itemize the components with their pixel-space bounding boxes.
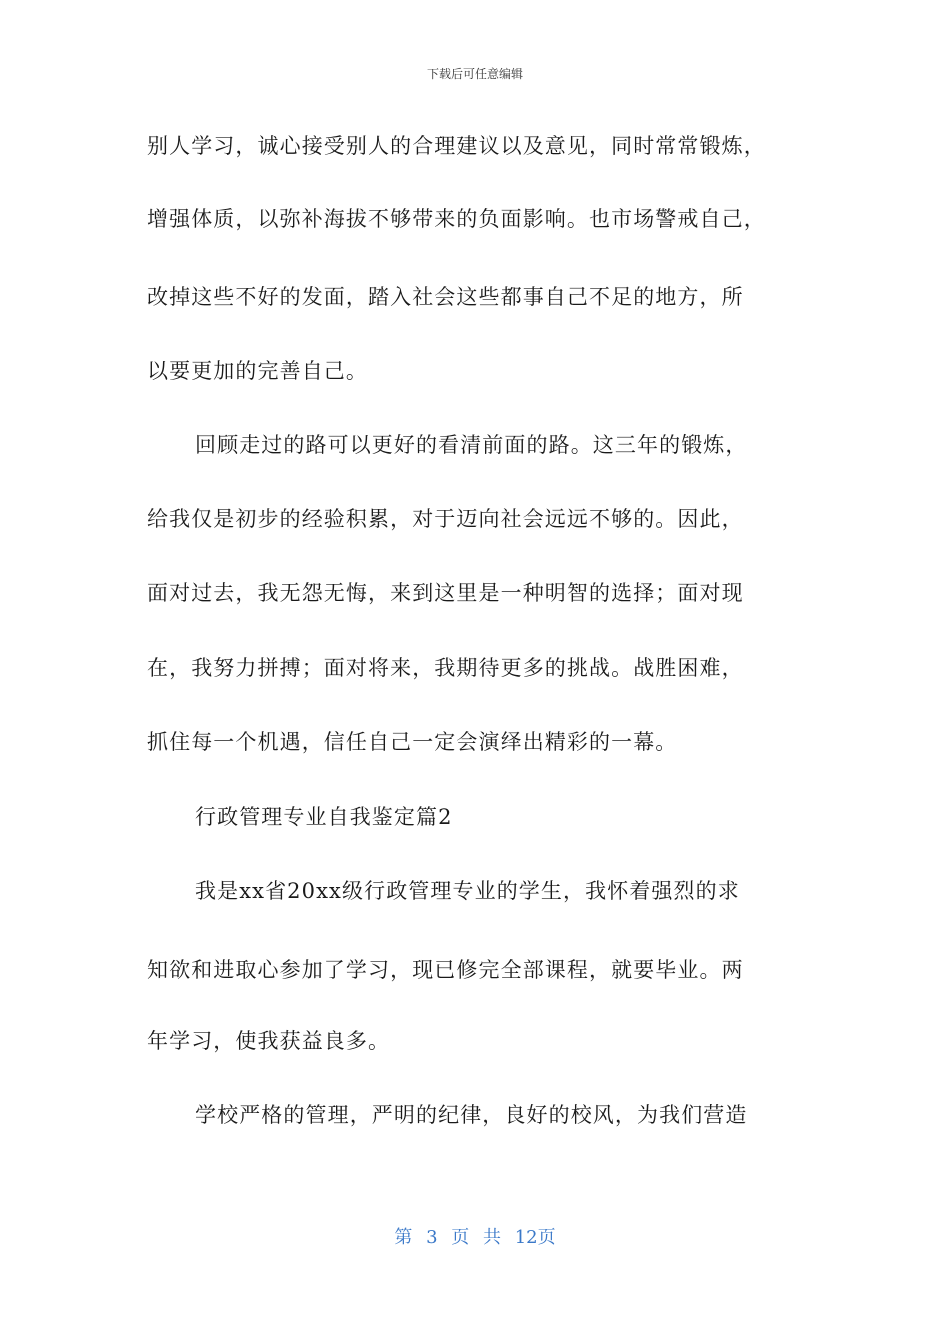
page-header: 下载后可任意编辑 [426,67,523,81]
body-line: 别人学习，诚心接受别人的合理建议以及意见，同时常常锻炼， [147,134,766,158]
body-line: 以要更加的完善自己。 [147,359,368,383]
body-line: 年学习，使我获益良多。 [147,1029,391,1053]
body-line: 回顾走过的路可以更好的看清前面的路。这三年的锻炼， [195,433,748,457]
page-footer: 第 3 页 共 12页 [394,1227,556,1248]
section-heading: 行政管理专业自我鉴定篇2 [195,805,453,829]
body-line: 学校严格的管理，严明的纪律，良好的校风，为我们营造 [195,1103,748,1127]
body-line: 增强体质，以弥补海拔不够带来的负面影响。也市场警戒自己， [147,207,766,231]
body-line: 我是xx省20xx级行政管理专业的学生，我怀着强烈的求 [195,879,740,903]
body-line: 知欲和进取心参加了学习，现已修完全部课程，就要毕业。两 [147,958,744,982]
body-line: 给我仅是初步的经验积累，对于迈向社会远远不够的。因此， [147,507,744,531]
body-line: 抓住每一个机遇，信任自己一定会演绎出精彩的一幕。 [147,730,678,754]
body-line: 面对过去，我无怨无悔，来到这里是一种明智的选择；面对现 [147,581,744,605]
body-line: 改掉这些不好的发面，踏入社会这些都事自己不足的地方，所 [147,285,744,309]
body-line: 在，我努力拼搏；面对将来，我期待更多的挑战。战胜困难， [147,656,744,680]
